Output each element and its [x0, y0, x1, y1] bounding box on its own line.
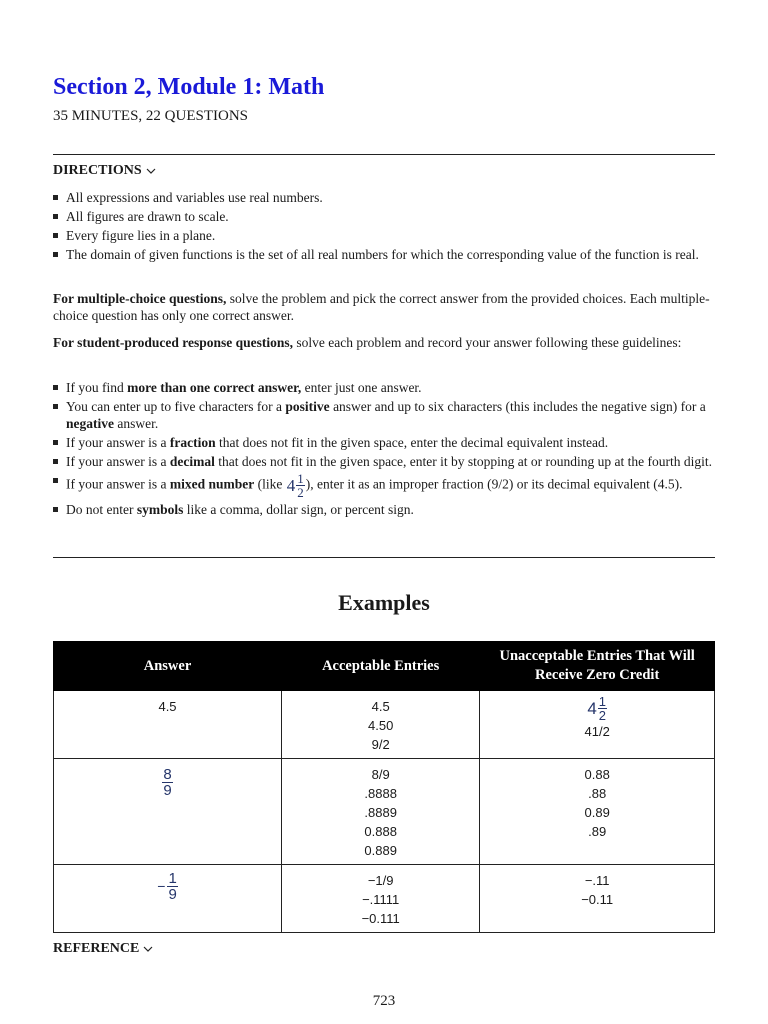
section-subtitle: 35 MINUTES, 22 QUESTIONS	[53, 108, 248, 124]
guidelines-list	[53, 379, 715, 518]
answer-cell	[54, 865, 282, 933]
list-item: Do not enter symbols like a comma, dollar sign, or percent sign.	[53, 501, 715, 518]
acceptable-cell: −1/9 −.1111 −0.111	[282, 865, 480, 933]
table-row	[54, 865, 715, 933]
divider-top	[53, 154, 715, 155]
table-row	[54, 691, 715, 759]
list-item: All expressions and variables use real numbers.	[53, 189, 715, 206]
mixed-number: 4 $\frac{1}{2}$	[587, 694, 607, 723]
directions-list	[53, 189, 715, 263]
column-header-acceptable: Acceptable Entries	[282, 642, 480, 691]
list-item: If your answer is a mixed number (like 4 $\frac{1}{2}$ ), enter it as an improper fraction (9/2) or its decimal equivalent (4.5).	[53, 472, 715, 499]
directions-toggle[interactable]	[53, 163, 156, 179]
fraction-answer: $\frac{8}{9}$	[163, 766, 172, 799]
unacceptable-cell: −.11 −0.11	[480, 865, 715, 933]
list-item: If you find more than one correct answer, enter just one answer.	[53, 379, 715, 396]
list-item: You can enter up to five characters for a positive answer and up to six characters (this includes the negative sign) for a negative answer.	[53, 398, 715, 432]
examples-table	[53, 641, 715, 933]
table-header-row	[54, 642, 715, 691]
chevron-down-icon	[143, 945, 153, 953]
fraction-answer: − $\frac{1}{9}$	[157, 870, 177, 903]
section-title: Section 2, Module 1: Math	[53, 74, 325, 100]
examples-heading: Examples	[338, 590, 430, 615]
list-item: If your answer is a fraction that does not fit in the given space, enter the decimal equivalent instead.	[53, 434, 715, 451]
spr-bold: For student-produced response questions,	[53, 335, 294, 350]
list-item: Every figure lies in a plane.	[53, 227, 715, 244]
chevron-down-icon	[146, 167, 156, 175]
page-number: 723	[372, 993, 396, 1009]
answer-cell	[54, 759, 282, 865]
list-item: All figures are drawn to scale.	[53, 208, 715, 225]
column-header-answer: Answer	[54, 642, 282, 691]
mixed-number-example: 4 $\frac{1}{2}$	[286, 471, 304, 500]
unacceptable-cell: 0.88 .88 0.89 .89	[480, 759, 715, 865]
divider-bottom	[53, 557, 715, 558]
column-header-unacceptable: Unacceptable Entries That Will Receive Zero Credit	[480, 642, 715, 691]
list-item: If your answer is a decimal that does not fit in the given space, enter it by stopping at or rounding up at the fourth digit.	[53, 453, 715, 470]
reference-toggle[interactable]	[53, 941, 153, 957]
acceptable-cell: 4.5 4.50 9/2	[282, 691, 480, 759]
directions-label: DIRECTIONS	[53, 163, 142, 178]
mc-bold: For multiple-choice questions,	[53, 291, 227, 306]
mc-text: solve the problem and pick the correct answer from the provided choices. Each multiple-choice question has only one correct answer.	[53, 291, 710, 323]
reference-label: REFERENCE	[53, 941, 140, 956]
spr-instructions	[53, 334, 715, 351]
multiple-choice-instructions	[53, 290, 715, 324]
table-row	[54, 759, 715, 865]
answer-cell: 4.5	[54, 691, 282, 759]
acceptable-cell: 8/9 .8888 .8889 0.888 0.889	[282, 759, 480, 865]
spr-text: solve each problem and record your answer following these guidelines:	[293, 335, 682, 350]
unacceptable-cell: 4 $\frac{1}{2}$ 41/2	[480, 691, 715, 759]
list-item: The domain of given functions is the set of all real numbers for which the corresponding value of the function is real.	[53, 246, 715, 263]
